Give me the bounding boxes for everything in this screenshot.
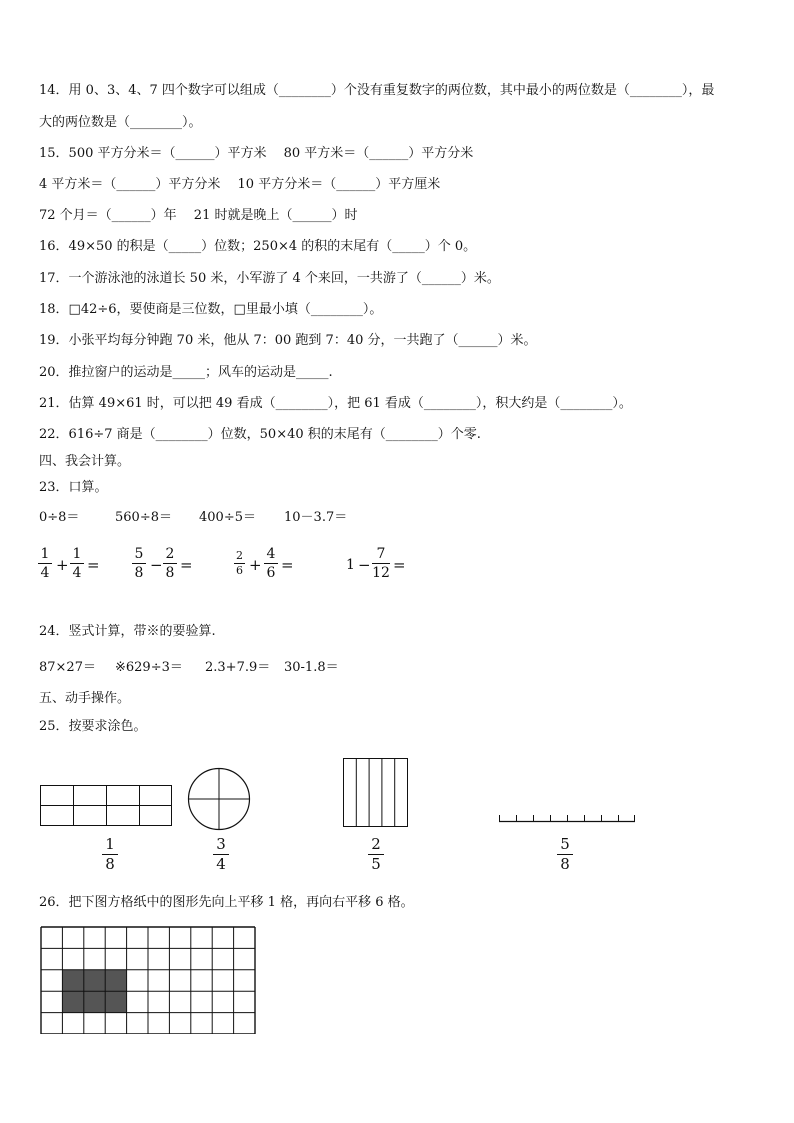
q15-line2: 4 平方米＝（______）平方分米 10 平方分米＝（______）平方厘米 xyxy=(39,177,441,192)
numerator: 3 xyxy=(216,835,226,853)
denominator: 4 xyxy=(72,565,82,581)
q19: 19．小张平均每分钟跑 70 米，他从 7：00 跑到 7：40 分，一共跑了（______）米。 xyxy=(39,333,537,348)
operator: + xyxy=(56,556,69,574)
whole-number: 1 xyxy=(346,557,355,573)
numerator: 1 xyxy=(40,546,50,562)
operator: + xyxy=(249,556,262,574)
denominator: 8 xyxy=(105,855,115,873)
fraction xyxy=(234,550,245,577)
numerator: 5 xyxy=(134,546,144,562)
numerator: 7 xyxy=(376,546,386,562)
numerator: 5 xyxy=(560,835,570,853)
section4-title: 四、我会计算。 xyxy=(39,454,131,469)
q23-item-3: 400÷5＝ xyxy=(199,510,256,525)
numerator: 4 xyxy=(266,546,276,562)
fraction xyxy=(38,546,52,581)
fraction xyxy=(163,546,177,581)
denominator: 6 xyxy=(266,565,276,581)
equals-sign: = xyxy=(180,556,193,574)
denominator: 5 xyxy=(371,855,381,873)
fraction xyxy=(132,546,146,581)
q17: 17．一个游泳池的泳道长 50 米，小军游了 4 个来回，一共游了（______）米。 xyxy=(39,271,500,286)
q24-item-1: 87×27＝ xyxy=(39,660,96,675)
q16: 16．49×50 的积是（_____）位数；250×4 的积的末尾有（_____）个 0。 xyxy=(39,239,477,254)
q18: 18．□42÷6，要使商是三位数，□里最小填（________）。 xyxy=(39,302,383,317)
denominator: 12 xyxy=(372,565,390,581)
fraction-label xyxy=(213,836,229,873)
q22: 22．616÷7 商是（________）位数，50×40 积的末尾有（________）个零. xyxy=(39,427,481,442)
q14-line2: 大的两位数是（________）。 xyxy=(39,115,202,130)
numerator: 2 xyxy=(371,835,381,853)
q15-line1: 15．500 平方分米＝（______）平方米 80 平方米＝（______）平方分米 xyxy=(39,146,474,161)
fraction xyxy=(264,546,278,581)
q23-item-2: 560÷8＝ xyxy=(115,510,172,525)
fraction xyxy=(372,546,390,581)
denominator: 8 xyxy=(165,565,175,581)
q21: 21．估算 49×61 时，可以把 49 看成（________），把 61 看成（________），积大约是（________）。 xyxy=(39,396,632,411)
operator: − xyxy=(150,556,163,574)
numerator: 1 xyxy=(105,835,115,853)
square-grid-figure xyxy=(40,926,258,1034)
q25: 25．按要求涂色。 xyxy=(39,719,147,734)
q26: 26．把下图方格纸中的图形先向上平移 1 格，再向右平移 6 格。 xyxy=(39,895,414,910)
rectangle-grid-figure xyxy=(40,785,172,827)
q24-item-2: ※629÷3＝ xyxy=(115,660,183,675)
q24: 24．竖式计算，带※的要验算. xyxy=(39,624,216,639)
equals-sign: = xyxy=(281,556,294,574)
section5-title: 五、动手操作。 xyxy=(39,691,131,706)
numerator: 2 xyxy=(236,549,243,562)
numerator: 2 xyxy=(165,546,175,562)
q23-item-1: 0÷8＝ xyxy=(39,510,80,525)
denominator: 4 xyxy=(40,565,50,581)
q20: 20．推拉窗户的运动是_____；风车的运动是_____. xyxy=(39,365,333,380)
fraction-label xyxy=(368,836,384,873)
q24-item-3: 2.3+7.9＝ xyxy=(205,660,271,675)
line-segment-figure xyxy=(498,810,638,824)
strips-figure xyxy=(343,758,409,828)
denominator: 4 xyxy=(216,855,226,873)
equals-sign: = xyxy=(393,556,406,574)
q15-line3: 72 个月＝（______）年 21 时就是晚上（______）时 xyxy=(39,208,358,223)
fraction xyxy=(70,546,84,581)
denominator: 8 xyxy=(560,855,570,873)
numerator: 1 xyxy=(72,546,82,562)
operator: − xyxy=(358,556,371,574)
circle-figure xyxy=(187,767,251,831)
q14-line1: 14．用 0、3、4、7 四个数字可以组成（________）个没有重复数字的两位数，其中最小的两位数是（________），最 xyxy=(39,83,715,98)
equals-sign: = xyxy=(87,556,100,574)
q24-item-4: 30-1.8＝ xyxy=(284,660,339,675)
fraction-label xyxy=(102,836,118,873)
denominator: 8 xyxy=(134,565,144,581)
denominator: 6 xyxy=(236,564,243,577)
fraction-label xyxy=(557,836,573,873)
q23-item-4: 10－3.7＝ xyxy=(284,510,348,525)
q23: 23．口算。 xyxy=(39,480,108,495)
